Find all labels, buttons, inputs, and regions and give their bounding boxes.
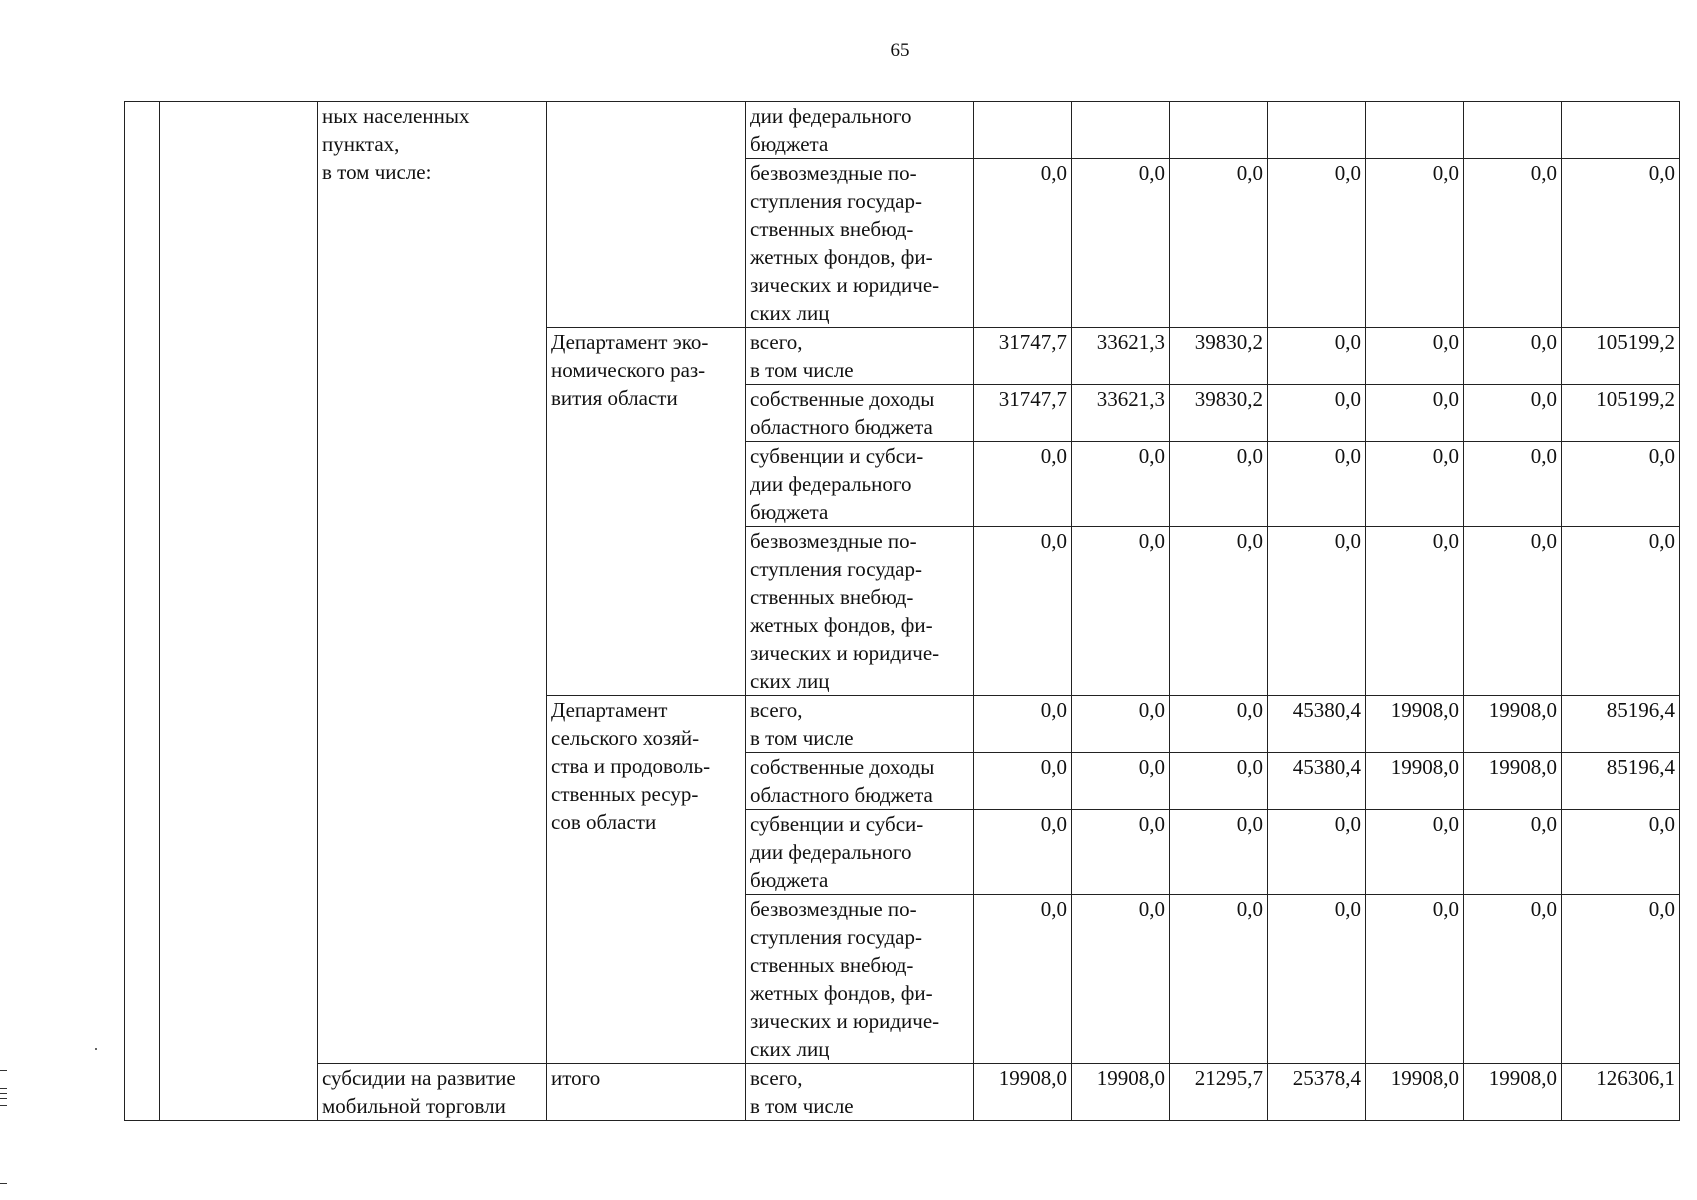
executor-cell (547, 328, 746, 696)
edge-mark (0, 1098, 7, 1099)
source-line: бюджета (750, 132, 829, 156)
value-cell: 19908,0 (1366, 753, 1464, 810)
value-cell: 19908,0 (1366, 696, 1464, 753)
source-line: жетных фондов, фи- (750, 613, 933, 637)
source-line: субвенции и субси- (750, 812, 924, 836)
value-cell: 0,0 (974, 810, 1072, 895)
program-line: субсидии на развитие (322, 1066, 516, 1090)
value-cell: 39830,2 (1170, 385, 1268, 442)
value-cell (1562, 102, 1680, 159)
value-cell: 0,0 (1072, 696, 1170, 753)
value-cell: 31747,7 (974, 385, 1072, 442)
value-cell: 45380,4 (1268, 753, 1366, 810)
source-line: зических и юридиче- (750, 273, 940, 297)
executor-line: ства и продоволь- (551, 754, 711, 778)
value-cell: 0,0 (1170, 753, 1268, 810)
source-cell (746, 385, 974, 442)
value-cell: 0,0 (974, 527, 1072, 696)
source-cell (746, 895, 974, 1064)
source-cell (746, 328, 974, 385)
value-cell: 33621,3 (1072, 328, 1170, 385)
value-cell: 0,0 (1268, 527, 1366, 696)
source-line: областного бюджета (750, 783, 933, 807)
value-cell: 0,0 (1072, 753, 1170, 810)
value-cell: 0,0 (1072, 895, 1170, 1064)
value-cell: 0,0 (1072, 442, 1170, 527)
program-line: в том числе: (322, 160, 432, 184)
program-cell (318, 1064, 547, 1121)
value-cell: 0,0 (1464, 895, 1562, 1064)
source-line: бюджета (750, 868, 829, 892)
value-cell: 0,0 (1268, 895, 1366, 1064)
value-cell: 0,0 (1562, 159, 1680, 328)
program-line: мобильной торговли (322, 1094, 506, 1118)
source-cell (746, 102, 974, 159)
value-cell: 0,0 (1170, 159, 1268, 328)
value-cell: 0,0 (974, 753, 1072, 810)
value-cell (1268, 102, 1366, 159)
value-cell (974, 102, 1072, 159)
source-line: областного бюджета (750, 415, 933, 439)
source-cell (746, 527, 974, 696)
budget-table (124, 101, 1680, 1121)
executor-line: вития области (551, 386, 678, 410)
source-cell (746, 442, 974, 527)
source-line: собственные доходы (750, 387, 935, 411)
source-line: собственные доходы (750, 755, 935, 779)
value-cell: 85196,4 (1562, 753, 1680, 810)
value-cell: 0,0 (974, 442, 1072, 527)
value-cell: 0,0 (1268, 159, 1366, 328)
edge-mark (0, 1070, 7, 1071)
value-cell (1464, 102, 1562, 159)
value-cell: 0,0 (974, 895, 1072, 1064)
executor-cell (547, 696, 746, 1064)
value-cell: 0,0 (1170, 442, 1268, 527)
executor-line: итого (551, 1066, 601, 1090)
value-cell: 19908,0 (1366, 1064, 1464, 1121)
number-cell (125, 102, 160, 1121)
value-cell: 0,0 (1464, 385, 1562, 442)
value-cell: 19908,0 (974, 1064, 1072, 1121)
edge-mark (0, 1105, 7, 1106)
source-line: всего, (750, 698, 803, 722)
value-cell: 0,0 (1562, 442, 1680, 527)
value-cell: 0,0 (1170, 895, 1268, 1064)
edge-mark (0, 1093, 7, 1094)
value-cell: 19908,0 (1464, 753, 1562, 810)
source-line: в том числе (750, 726, 854, 750)
value-cell: 0,0 (1464, 328, 1562, 385)
value-cell: 105199,2 (1562, 385, 1680, 442)
value-cell: 19908,0 (1464, 1064, 1562, 1121)
value-cell: 105199,2 (1562, 328, 1680, 385)
value-cell: 0,0 (1464, 442, 1562, 527)
program-cell (318, 102, 547, 1064)
value-cell: 45380,4 (1268, 696, 1366, 753)
source-line: субвенции и субси- (750, 444, 924, 468)
value-cell: 0,0 (1170, 527, 1268, 696)
program-line: ных населенных (322, 104, 470, 128)
executor-line: номического раз- (551, 358, 706, 382)
source-line: ственных внебюд- (750, 217, 914, 241)
name-cell (160, 102, 318, 1121)
value-cell: 0,0 (1366, 527, 1464, 696)
executor-line: ственных ресур- (551, 782, 699, 806)
source-cell (746, 753, 974, 810)
source-line: всего, (750, 330, 803, 354)
table-body (125, 102, 1680, 1121)
executor-line: сельского хозяй- (551, 726, 700, 750)
value-cell: 31747,7 (974, 328, 1072, 385)
value-cell: 19908,0 (1072, 1064, 1170, 1121)
source-cell (746, 159, 974, 328)
source-line: ских лиц (750, 301, 830, 325)
value-cell: 0,0 (1366, 810, 1464, 895)
value-cell: 0,0 (1366, 895, 1464, 1064)
executor-line: Департамент эко- (551, 330, 709, 354)
source-line: ступления государ- (750, 557, 922, 581)
value-cell: 0,0 (1268, 328, 1366, 385)
source-line: в том числе (750, 358, 854, 382)
executor-line: сов области (551, 810, 657, 834)
executor-cell (547, 102, 746, 328)
value-cell: 39830,2 (1170, 328, 1268, 385)
value-cell: 85196,4 (1562, 696, 1680, 753)
value-cell: 19908,0 (1464, 696, 1562, 753)
source-line: дии федерального (750, 840, 912, 864)
source-line: безвозмездные по- (750, 161, 917, 185)
source-line: зических и юридиче- (750, 1009, 940, 1033)
scan-dot (95, 1048, 97, 1050)
source-cell (746, 810, 974, 895)
source-line: в том числе (750, 1094, 854, 1118)
source-line: всего, (750, 1066, 803, 1090)
source-line: безвозмездные по- (750, 897, 917, 921)
value-cell: 0,0 (1072, 810, 1170, 895)
source-line: жетных фондов, фи- (750, 981, 933, 1005)
value-cell (1170, 102, 1268, 159)
source-line: ских лиц (750, 669, 830, 693)
source-line: ступления государ- (750, 189, 922, 213)
value-cell: 0,0 (1562, 527, 1680, 696)
value-cell: 0,0 (1366, 328, 1464, 385)
source-line: дии федерального (750, 472, 912, 496)
value-cell: 0,0 (1170, 810, 1268, 895)
value-cell: 0,0 (1268, 442, 1366, 527)
value-cell: 21295,7 (1170, 1064, 1268, 1121)
edge-mark (0, 1088, 7, 1089)
value-cell: 0,0 (1268, 385, 1366, 442)
source-line: ственных внебюд- (750, 953, 914, 977)
value-cell: 0,0 (1562, 810, 1680, 895)
value-cell: 0,0 (1268, 810, 1366, 895)
value-cell (1072, 102, 1170, 159)
value-cell: 0,0 (1072, 527, 1170, 696)
edge-mark (0, 1183, 7, 1184)
source-line: безвозмездные по- (750, 529, 917, 553)
source-line: бюджета (750, 500, 829, 524)
source-line: ступления государ- (750, 925, 922, 949)
source-cell (746, 696, 974, 753)
value-cell (1366, 102, 1464, 159)
table-row (125, 1064, 1680, 1121)
value-cell: 25378,4 (1268, 1064, 1366, 1121)
executor-line: Департамент (551, 698, 668, 722)
value-cell: 0,0 (1366, 385, 1464, 442)
source-cell (746, 1064, 974, 1121)
source-line: зических и юридиче- (750, 641, 940, 665)
value-cell: 0,0 (1464, 527, 1562, 696)
value-cell: 0,0 (974, 696, 1072, 753)
source-line: ских лиц (750, 1037, 830, 1061)
value-cell: 0,0 (1170, 696, 1268, 753)
source-line: дии федерального (750, 104, 912, 128)
value-cell: 0,0 (1464, 159, 1562, 328)
table-row (125, 102, 1680, 159)
page-number: 65 (890, 40, 910, 61)
value-cell: 33621,3 (1072, 385, 1170, 442)
executor-cell (547, 1064, 746, 1121)
value-cell: 0,0 (1464, 810, 1562, 895)
value-cell: 126306,1 (1562, 1064, 1680, 1121)
value-cell: 0,0 (1366, 159, 1464, 328)
source-line: жетных фондов, фи- (750, 245, 933, 269)
value-cell: 0,0 (1366, 442, 1464, 527)
value-cell: 0,0 (974, 159, 1072, 328)
program-line: пунктах, (322, 132, 400, 156)
value-cell: 0,0 (1072, 159, 1170, 328)
value-cell: 0,0 (1562, 895, 1680, 1064)
source-line: ственных внебюд- (750, 585, 914, 609)
